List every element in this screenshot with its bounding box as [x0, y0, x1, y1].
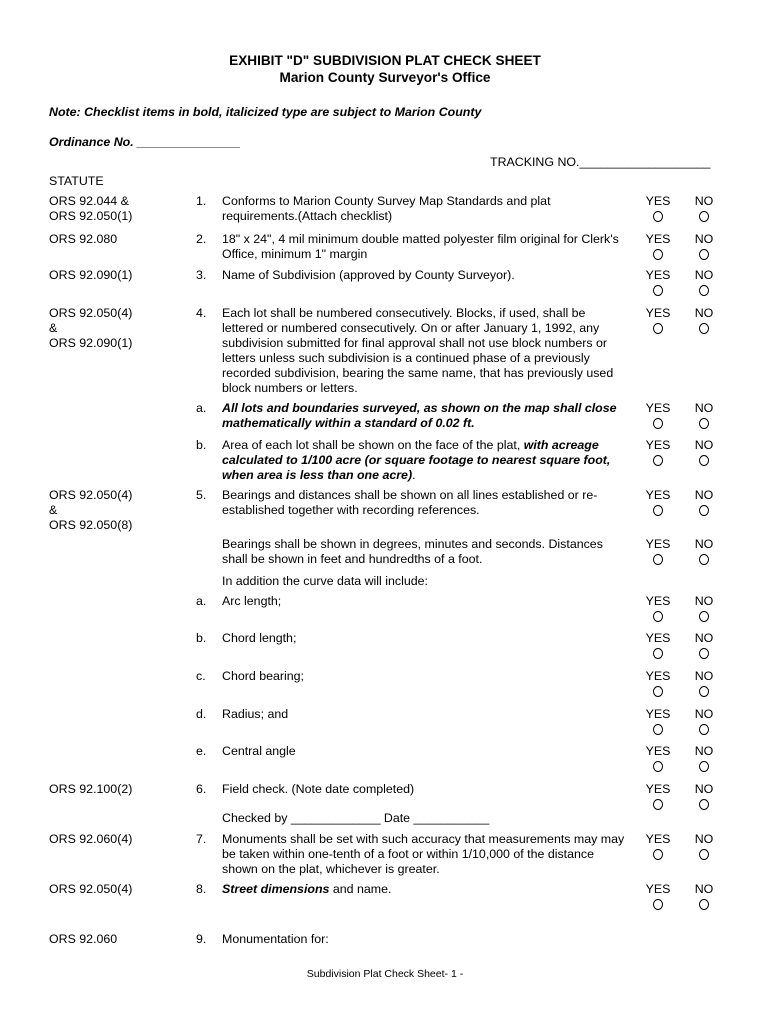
yes-label: YES [645, 832, 671, 846]
no-radio[interactable] [699, 899, 709, 910]
no-radio[interactable] [699, 323, 709, 334]
item-text: Conforms to Marion County Survey Map Standards and plat [222, 194, 551, 208]
yes-radio[interactable] [653, 761, 663, 772]
item-text: Bearings shall be shown in degrees, minutes and seconds. Distances [222, 537, 603, 551]
yes-option[interactable] [644, 631, 672, 659]
statute-label: ORS 92.080 [49, 232, 118, 246]
yes-label: YES [645, 669, 671, 683]
no-radio[interactable] [699, 505, 709, 516]
no-option[interactable] [690, 707, 718, 735]
statute-label: ORS 92.050(8) [49, 518, 133, 532]
item-text: Each lot shall be numbered consecutively. Blocks, if used, shall be [222, 306, 586, 320]
no-option[interactable] [690, 594, 718, 622]
item-text: block numbers or letters. [222, 381, 358, 395]
yes-option[interactable] [644, 594, 672, 622]
no-radio[interactable] [699, 611, 709, 622]
item-text: Radius; and [222, 707, 289, 721]
item-letter: a. [196, 594, 207, 608]
item-text: Monuments shall be set with such accuracy that measurements may may [222, 832, 625, 846]
yes-label: YES [645, 782, 671, 796]
no-option[interactable] [690, 488, 718, 516]
item-text: calculated to 1/100 acre (or square footage to nearest square foot, [222, 453, 611, 467]
yes-radio[interactable] [653, 799, 663, 810]
yes-option[interactable] [644, 537, 672, 565]
statute-header: STATUTE [49, 174, 104, 188]
statute-label: & [49, 321, 58, 335]
item-text: be taken within one-tenth of a foot or within 1/10,000 of the distance [222, 847, 594, 861]
yes-radio[interactable] [653, 611, 663, 622]
item-text [222, 438, 632, 453]
statute-label: ORS 92.050(4) [49, 882, 133, 896]
item-number: 7. [196, 832, 207, 846]
yes-label: YES [645, 488, 671, 502]
item-letter: a. [196, 401, 207, 415]
no-option[interactable] [690, 631, 718, 659]
item-text: established together with recording references. [222, 503, 480, 517]
ordinance-number: Ordinance No. _______________ [49, 135, 241, 149]
yes-label: YES [645, 232, 671, 246]
no-option[interactable] [690, 194, 718, 222]
no-label: NO [694, 669, 714, 683]
statute-label: ORS 92.044 & [49, 194, 129, 208]
item-letter: e. [196, 744, 207, 758]
yes-radio[interactable] [653, 899, 663, 910]
item-number: 5. [196, 488, 207, 502]
item-text: Chord bearing; [222, 669, 304, 683]
item-text: Monumentation for: [222, 932, 329, 946]
no-option[interactable] [690, 669, 718, 697]
item-text: Arc length; [222, 594, 282, 608]
item-number: 3. [196, 268, 207, 282]
checklist-note: Note: Checklist items in bold, italicized type are subject to Marion County [49, 105, 482, 119]
item-text: In addition the curve data will include: [222, 574, 428, 588]
yes-label: YES [645, 744, 671, 758]
no-label: NO [694, 707, 714, 721]
yes-option[interactable] [644, 268, 672, 296]
item-text: 18" x 24", 4 mil minimum double matted polyester film original for Clerk's [222, 232, 619, 246]
yes-radio[interactable] [653, 686, 663, 697]
item-text: letters unless such subdivision is a continued phase of a previously [222, 351, 590, 365]
item-text-plain: and name. [329, 882, 392, 896]
yes-radio[interactable] [653, 849, 663, 860]
yes-radio[interactable] [653, 418, 663, 429]
item-text: mathematically within a standard of 0.02 ft. [222, 416, 475, 430]
item-text-plain: Area of each lot shall be shown on the face of the plat, [222, 438, 524, 452]
yes-option[interactable] [644, 401, 672, 429]
no-radio[interactable] [699, 285, 709, 296]
item-text: Central angle [222, 744, 296, 758]
no-radio[interactable] [699, 455, 709, 466]
statute-label: ORS 92.100(2) [49, 782, 133, 796]
item-number: 9. [196, 932, 207, 946]
item-number: 1. [196, 194, 207, 208]
no-radio[interactable] [699, 686, 709, 697]
yes-label: YES [645, 306, 671, 320]
yes-radio[interactable] [653, 211, 663, 222]
yes-option[interactable] [644, 488, 672, 516]
yes-label: YES [645, 707, 671, 721]
yes-option[interactable] [644, 438, 672, 466]
item-text: shown on the plat, whichever is greater. [222, 862, 440, 876]
item-letter: b. [196, 631, 207, 645]
item-number: 2. [196, 232, 207, 246]
yes-option[interactable] [644, 707, 672, 735]
page-footer: Subdivision Plat Check Sheet- 1 - [306, 968, 464, 980]
no-radio[interactable] [699, 761, 709, 772]
statute-label: ORS 92.090(1) [49, 268, 133, 282]
statute-label: & [49, 503, 58, 517]
item-text [222, 468, 632, 483]
page-title: EXHIBIT "D" SUBDIVISION PLAT CHECK SHEET [229, 53, 541, 68]
tracking-number: TRACKING NO.___________________ [490, 155, 711, 169]
no-label: NO [694, 306, 714, 320]
statute-label: ORS 92.050(4) [49, 488, 133, 502]
yes-radio[interactable] [653, 505, 663, 516]
yes-label: YES [645, 537, 671, 551]
item-text: Office, minimum 1" margin [222, 247, 368, 261]
item-letter: d. [196, 707, 207, 721]
yes-option[interactable] [644, 782, 672, 810]
yes-label: YES [645, 194, 671, 208]
yes-label: YES [645, 631, 671, 645]
item-text-plain: . [412, 468, 416, 482]
no-radio[interactable] [699, 211, 709, 222]
yes-label: YES [645, 268, 671, 282]
no-label: NO [694, 268, 714, 282]
no-label: NO [694, 232, 714, 246]
no-radio[interactable] [699, 418, 709, 429]
item-text: Field check. (Note date completed) [222, 782, 415, 796]
no-label: NO [694, 488, 714, 502]
no-label: NO [694, 194, 714, 208]
item-text: All lots and boundaries surveyed, as shown on the map shall close [222, 401, 617, 415]
no-label: NO [694, 537, 714, 551]
yes-option[interactable] [644, 744, 672, 772]
item-text: Name of Subdivision (approved by County Surveyor). [222, 268, 515, 282]
no-label: NO [694, 631, 714, 645]
no-option[interactable] [690, 537, 718, 565]
item-text: Bearings and distances shall be shown on all lines established or re- [222, 488, 598, 502]
yes-radio[interactable] [653, 323, 663, 334]
item-number: 8. [196, 882, 207, 896]
no-label: NO [694, 744, 714, 758]
item-text: subdivision submitted for final approval shall not use block numbers or [222, 336, 607, 350]
no-radio[interactable] [699, 724, 709, 735]
no-option[interactable] [690, 882, 718, 910]
item-text: lettered or numbered consecutively. On or after January 1, 1992, any [222, 321, 600, 335]
no-label: NO [694, 438, 714, 452]
no-label: NO [694, 882, 714, 896]
yes-radio[interactable] [653, 249, 663, 260]
no-option[interactable] [690, 306, 718, 334]
item-text-bold: when area is less than one acre) [222, 468, 413, 482]
item-text-bold: with acreage [523, 438, 599, 452]
yes-radio[interactable] [653, 724, 663, 735]
item-text [222, 882, 632, 897]
item-number: 4. [196, 306, 207, 320]
no-option[interactable] [690, 744, 718, 772]
item-letter: c. [196, 669, 206, 683]
item-text-bold: Street dimensions [222, 882, 330, 896]
no-radio[interactable] [699, 648, 709, 659]
item-letter: b. [196, 438, 207, 452]
item-text: requirements.(Attach checklist) [222, 209, 393, 223]
no-option[interactable] [690, 832, 718, 860]
statute-label: ORS 92.050(1) [49, 209, 133, 223]
no-option[interactable] [690, 438, 718, 466]
yes-option[interactable] [644, 232, 672, 260]
yes-radio[interactable] [653, 285, 663, 296]
yes-label: YES [645, 594, 671, 608]
no-label: NO [694, 782, 714, 796]
no-label: NO [694, 594, 714, 608]
yes-option[interactable] [644, 306, 672, 334]
yes-label: YES [645, 401, 671, 415]
yes-label: YES [645, 882, 671, 896]
yes-option[interactable] [644, 832, 672, 860]
statute-label: ORS 92.090(1) [49, 336, 133, 350]
no-radio[interactable] [699, 799, 709, 810]
no-option[interactable] [690, 401, 718, 429]
no-option[interactable] [690, 782, 718, 810]
yes-option[interactable] [644, 669, 672, 697]
no-radio[interactable] [699, 249, 709, 260]
yes-option[interactable] [644, 194, 672, 222]
item-text: Chord length; [222, 631, 297, 645]
item-text: recorded subdivision, bearing the same name, that has previously used [222, 366, 614, 380]
yes-radio[interactable] [653, 648, 663, 659]
no-radio[interactable] [699, 849, 709, 860]
no-option[interactable] [690, 268, 718, 296]
yes-option[interactable] [644, 882, 672, 910]
no-option[interactable] [690, 232, 718, 260]
yes-label: YES [645, 438, 671, 452]
page-subtitle: Marion County Surveyor's Office [279, 70, 491, 85]
statute-label: ORS 92.050(4) [49, 306, 133, 320]
yes-radio[interactable] [653, 455, 663, 466]
yes-radio[interactable] [653, 554, 663, 565]
checked-by-line[interactable]: Checked by _____________ Date ___________ [222, 811, 490, 825]
item-number: 6. [196, 782, 207, 796]
statute-label: ORS 92.060(4) [49, 832, 133, 846]
no-radio[interactable] [699, 554, 709, 565]
statute-label: ORS 92.060 [49, 932, 118, 946]
no-label: NO [694, 832, 714, 846]
no-label: NO [694, 401, 714, 415]
item-text: shall be shown in feet and hundredths of a foot. [222, 552, 483, 566]
